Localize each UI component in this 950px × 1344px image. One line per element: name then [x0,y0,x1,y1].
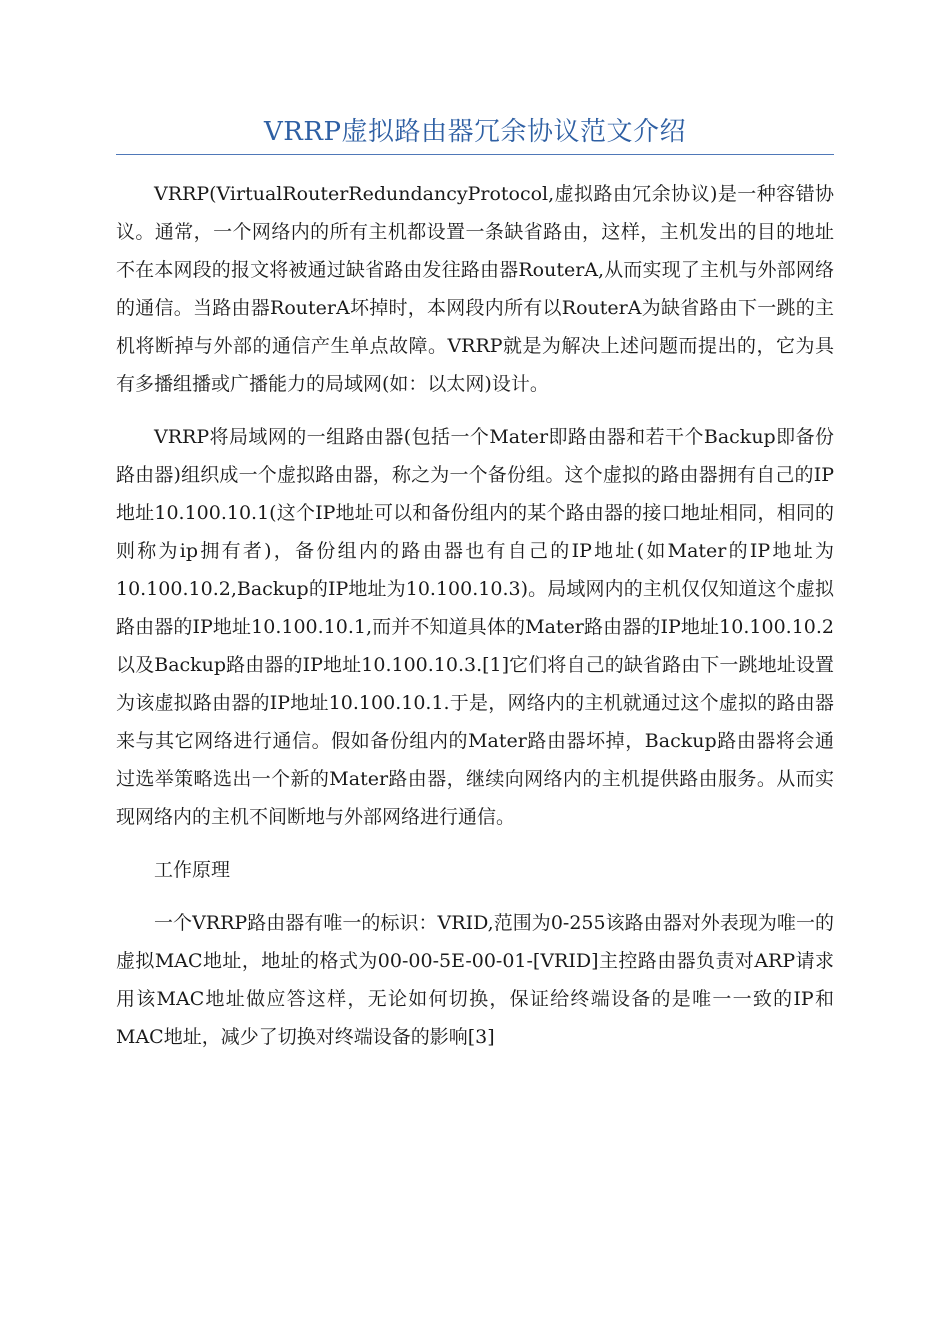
document-title: VRRP虚拟路由器冗余协议范文介绍 [264,117,686,147]
paragraph-vrid: 一个VRRP路由器有唯一的标识：VRID,范围为0-255该路由器对外表现为唯一的虚拟MAC地址，地址的格式为00-00-5E-00-01-[VRID]主控路由器负责对ARP请求用该MAC地址做应答这样，无论如何切换，保证给终端设备的是唯一一致的IP和MAC地址，减少了切换对终端设备的影响[3] [116,912,834,1048]
section-heading-working-principle: 工作原理 [154,859,231,881]
paragraph-backup-group: VRRP将局域网的一组路由器(包括一个Mater即路由器和若干个Backup即备份路由器)组织成一个虚拟路由器，称之为一个备份组。这个虚拟的路由器拥有自己的IP地址10.100.10.1(这个IP地址可以和备份组内的某个路由器的接口地址相同，相同的则称为ip拥有者)，备份组内的路由器也有自己的IP地址(如Mater的IP地址为10.100.10.2,Backup的IP地址为10.100.10.3)。局域网内的主机仅仅知道这个虚拟路由器的IP地址10.100.10.1,而并不知道具体的Mater路由器的IP地址10.100.10.2以及Backup路由器的IP地址10.100.10.3.[1]它们将自己的缺省路由下一跳地址设置为该虚拟路由器的IP地址10.100.10.1.于是，网络内的主机就通过这个虚拟的路由器来与其它网络进行通信。假如备份组内的Mater路由器坏掉，Backup路由器将会通过选举策略选出一个新的Mater路由器，继续向网络内的主机提供路由服务。从而实现网络内的主机不间断地与外部网络进行通信。 [116,426,834,828]
title-underline [116,154,834,155]
document-body [116,175,834,1071]
paragraph-intro: VRRP(VirtualRouterRedundancyProtocol,虚拟路由冗余协议)是一种容错协议。通常，一个网络内的所有主机都设置一条缺省路由，这样，主机发出的目的地址不在本网段的报文将被通过缺省路由发往路由器RouterA,从而实现了主机与外部网络的通信。当路由器RouterA坏掉时，本网段内所有以RouterA为缺省路由下一跳的主机将断掉与外部的通信产生单点故障。VRRP就是为解决上述问题而提出的，它为具有多播组播或广播能力的局域网(如：以太网)设计。 [116,183,834,395]
